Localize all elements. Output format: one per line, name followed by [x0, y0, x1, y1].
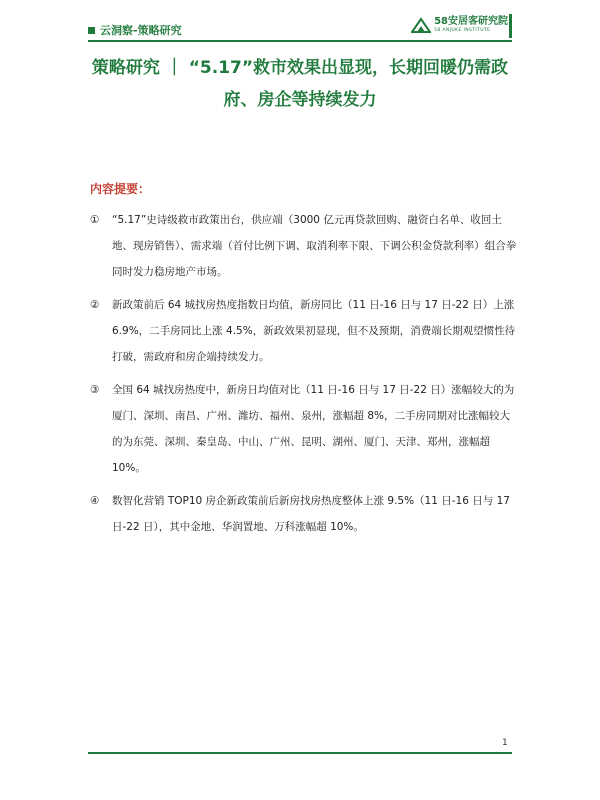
page-title — [90, 52, 510, 116]
title-line-2: 府、房企等持续发力 — [223, 90, 377, 110]
point-number: ③ — [90, 384, 100, 396]
point-text: 全国 64 城找房热度中，新房日均值对比（11 日-16 日与 17 日-22 日）涨幅较大的为厦门、深圳、南昌、广州、潍坊、福州、泉州，涨幅超 8%，二手房同期对比涨幅较大的为东莞、深圳、秦皇岛、中山、广州、昆明、湖州、厦门、天津、郑州，涨幅超 10%。 — [112, 384, 515, 474]
logo — [411, 16, 508, 34]
title-line-1: 策略研究 ｜ “5.17”救市效果出显现，长期回暖仍需政 — [91, 58, 509, 78]
summary-heading: 内容提要： — [90, 182, 151, 196]
summary-point — [90, 207, 520, 285]
summary-point — [90, 377, 520, 481]
point-number: ④ — [90, 495, 100, 507]
point-text: “5.17”史诗级救市政策出台，供应端（3000 亿元再贷款回购、融资白名单、收回土地、现房销售）、需求端（首付比例下调、取消利率下限、下调公积金贷款利率）组合拳同时发力稳房地产市场。 — [112, 214, 517, 278]
summary-point — [90, 488, 520, 540]
point-number: ① — [90, 214, 100, 226]
summary-point — [90, 292, 520, 370]
logo-name: 58安居客研究院 — [434, 16, 508, 27]
house-logo-icon — [411, 17, 431, 33]
square-bullet-icon — [88, 27, 95, 34]
footer-divider — [88, 752, 512, 754]
header-accent-bar — [509, 14, 512, 38]
section-label — [88, 22, 182, 38]
summary-points — [90, 207, 520, 547]
point-text: 新政策前后 64 城找房热度指数日均值，新房同比（11 日-16 日与 17 日-22 日）上涨 6.9%，二手房同比上涨 4.5%，新政效果初显现，但不及预期，消费端长期观望惯性待打破，需政府和房企端持续发力。 — [112, 299, 516, 363]
logo-subtitle: 58 ANJUKE INSTITUTE — [434, 28, 491, 33]
page-number: 1 — [502, 738, 508, 748]
header-divider — [88, 40, 512, 42]
point-text: 数智化营销 TOP10 房企新政策前后新房找房热度整体上涨 9.5%（11 日-16 日与 17 日-22 日），其中金地、华润置地、万科涨幅超 10%。 — [112, 495, 510, 533]
page-header — [88, 14, 512, 40]
point-number: ② — [90, 299, 100, 311]
section-title: 云洞察-策略研究 — [100, 24, 182, 37]
